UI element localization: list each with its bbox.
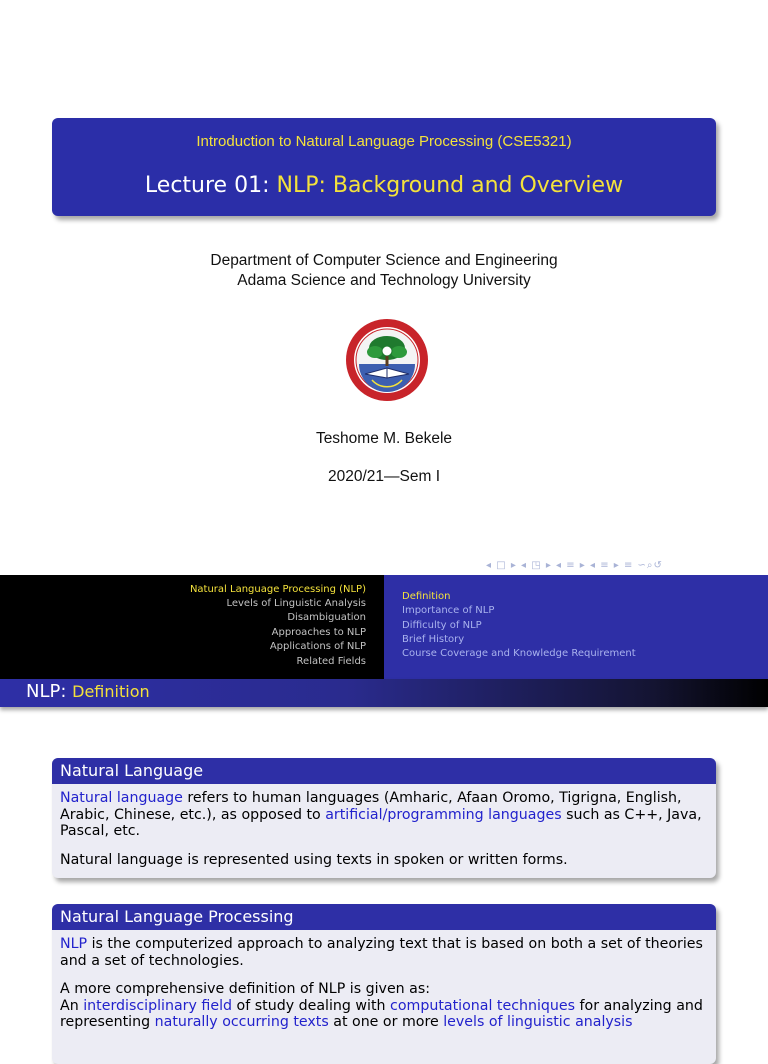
subsection-item-definition[interactable]: Definition: [402, 591, 451, 602]
term-highlight: naturally occurring texts: [154, 1014, 329, 1030]
frame-title-topic: Definition: [72, 682, 150, 701]
semester: 2020/21—Sem I: [327, 468, 440, 485]
slide-navigation-icons[interactable]: ◂ □ ▸ ◂ ◳ ▸ ◂ ≡ ▸ ◂ ≡ ▸ ≡ ∽⌕↺: [486, 560, 663, 571]
section-item-disambiguation[interactable]: Disambiguation: [287, 612, 366, 623]
text: is the computerized approach to analyzing text that is based on both a set of theories and a set of technologies.: [60, 936, 703, 969]
paragraph: Natural language is represented using texts in spoken or written forms.: [60, 851, 568, 868]
paragraph: [60, 790, 708, 840]
section-item-related-fields[interactable]: Related Fields: [296, 656, 366, 667]
section-item-levels[interactable]: Levels of Linguistic Analysis: [226, 598, 366, 609]
text: refers to human languages (Amharic, Afaan Oromo, Tigrigna, English, Arabic, Chinese, etc.), as opposed to: [60, 790, 682, 823]
term-highlight: interdisciplinary field: [83, 997, 233, 1014]
block-body: [52, 930, 716, 1039]
subsection-item-difficulty[interactable]: Difficulty of NLP: [402, 620, 482, 631]
frame-title: [26, 681, 150, 702]
block-title: Natural Language: [52, 758, 716, 784]
text: A more comprehensive definition of NLP is given as:: [60, 981, 431, 997]
nlp-definition-block: [52, 904, 716, 1064]
term-highlight: NLP: [60, 936, 88, 952]
text: for analyzing and representing: [60, 997, 703, 1030]
subsection-item-history[interactable]: Brief History: [402, 634, 465, 645]
section-item-nlp[interactable]: Natural Language Processing (NLP): [189, 584, 366, 595]
term-highlight: artificial/programming languages: [325, 806, 562, 823]
title-box: [52, 118, 716, 216]
paragraph: [60, 936, 708, 969]
natural-language-block: [52, 758, 716, 878]
university-name: Adama Science and Technology University: [237, 272, 531, 289]
term-highlight: Natural language: [60, 790, 183, 806]
text: An: [60, 997, 84, 1014]
subsection-navigation: [384, 575, 768, 679]
section-navigation: [0, 575, 384, 679]
author-name: Teshome M. Bekele: [315, 430, 453, 447]
section-item-applications[interactable]: Applications of NLP: [269, 641, 366, 652]
paragraph: [60, 981, 708, 1031]
university-seal-icon: [345, 318, 429, 402]
block-body: [52, 784, 716, 876]
subsection-item-importance[interactable]: Importance of NLP: [402, 605, 495, 616]
subsection-item-coverage[interactable]: Course Coverage and Knowledge Requirement: [402, 648, 636, 659]
text: of study dealing with: [232, 997, 391, 1014]
term-highlight: computational techniques: [390, 997, 576, 1014]
lecture-title: [52, 173, 716, 198]
lecture-number: Lecture 01:: [144, 173, 277, 198]
frame-title-bar: [0, 679, 768, 707]
text: at one or more: [328, 1014, 444, 1030]
section-item-approaches[interactable]: Approaches to NLP: [271, 627, 366, 638]
lecture-topic: NLP: Background and Overview: [276, 173, 624, 198]
course-title: Introduction to Natural Language Processing (CSE5321): [196, 133, 572, 150]
term-highlight: levels of linguistic analysis: [443, 1014, 633, 1030]
department-name: Department of Computer Science and Engineering: [210, 252, 558, 269]
frame-title-prefix: NLP:: [26, 681, 73, 702]
text: such as C++, Java, Pascal, etc.: [60, 806, 702, 839]
block-title: Natural Language Processing: [52, 904, 716, 930]
